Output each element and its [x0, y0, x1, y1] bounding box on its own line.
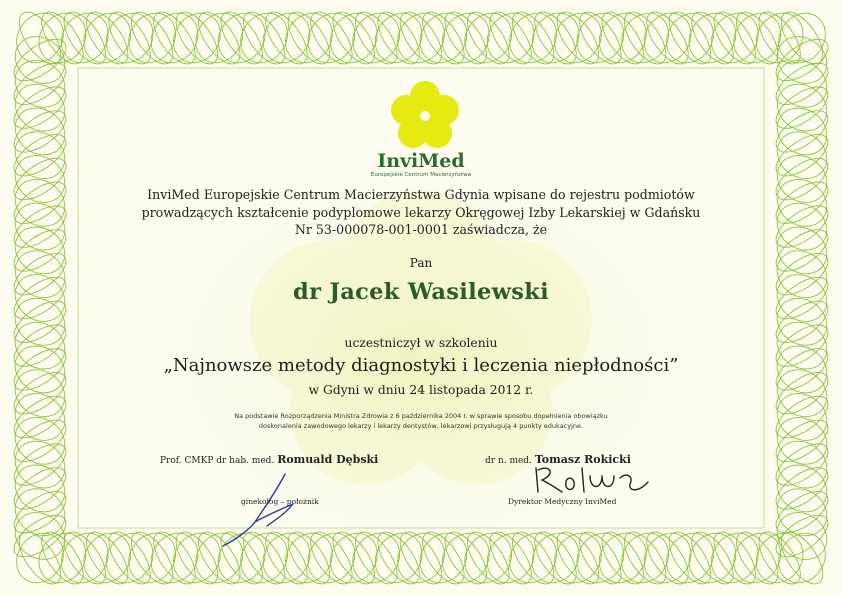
- border-loop: [612, 524, 678, 592]
- border-loop: [437, 5, 494, 70]
- border-loop: [415, 525, 472, 590]
- border-loop: [6, 51, 74, 117]
- border-loop: [639, 525, 696, 590]
- border-loop: [6, 503, 74, 569]
- legal-basis: [0, 412, 842, 431]
- border-loop: [52, 4, 118, 72]
- border-loop: [366, 4, 432, 72]
- border-loop: [209, 4, 275, 72]
- border-loop: [119, 524, 185, 592]
- border-loop: [523, 524, 589, 592]
- border-loop: [482, 525, 539, 590]
- border-loop: [594, 525, 651, 590]
- border-loop: [616, 525, 673, 590]
- border-loop: [392, 525, 449, 590]
- border-loop: [572, 525, 629, 590]
- border-loop: [590, 524, 656, 592]
- border-loop: [370, 525, 427, 590]
- salutation: Pan: [409, 256, 433, 270]
- border-loop: [6, 455, 74, 521]
- border-loop: [679, 524, 745, 592]
- border-loop: [410, 4, 476, 72]
- border-loop: [392, 5, 449, 70]
- border-loop: [186, 4, 252, 72]
- border-loop: [612, 4, 678, 72]
- border-loop: [7, 4, 73, 72]
- border-loop: [303, 5, 360, 70]
- border-loop: [635, 524, 701, 592]
- border-loop: [348, 5, 405, 70]
- date-line: w Gdyni w dniu 24 listopada 2012 r.: [308, 383, 534, 397]
- signatory-1-prefix: Prof. CMKP dr hab. med.: [160, 456, 275, 466]
- border-loop: [101, 5, 158, 70]
- border-loop: [679, 4, 745, 72]
- border-loop: [768, 27, 836, 93]
- border-loop: [635, 4, 701, 72]
- border-loop: [258, 5, 315, 70]
- border-loop: [549, 525, 606, 590]
- border-loop: [6, 432, 74, 498]
- border-loop: [747, 4, 813, 72]
- border-loop: [504, 5, 561, 70]
- border-loop: [702, 524, 768, 592]
- border-loop: [684, 525, 741, 590]
- border-loop: [101, 525, 158, 590]
- border-loop: [321, 4, 387, 72]
- border-loop: [527, 525, 584, 590]
- border-loop: [415, 5, 472, 70]
- border-loop: [572, 5, 629, 70]
- border-loop: [235, 5, 292, 70]
- border-loop: [545, 4, 611, 72]
- border-loop: [768, 75, 836, 141]
- issuer-line-2: prowadzących kształcenie podyplomowe lekarzy Okręgowej Izby Lekarskiej w Gdańsku: [141, 204, 701, 220]
- border-loop: [527, 5, 584, 70]
- border-loop: [410, 524, 476, 592]
- border-loop: [500, 524, 566, 592]
- border-loop: [661, 525, 718, 590]
- border-loop: [7, 524, 73, 592]
- border-loop: [146, 525, 203, 590]
- border-loop: [724, 524, 790, 592]
- signatory-1: [160, 453, 378, 466]
- border-loop: [657, 524, 723, 592]
- border-loop: [79, 5, 136, 70]
- signatory-2-prefix: dr n. med.: [485, 456, 532, 466]
- border-loop: [567, 4, 633, 72]
- border-loop: [370, 5, 427, 70]
- border-loop: [254, 4, 320, 72]
- border-loop: [590, 4, 656, 72]
- border-loop: [567, 524, 633, 592]
- border-loop: [437, 525, 494, 590]
- handwritten-signature-2: [530, 462, 660, 497]
- border-loop: [768, 479, 836, 545]
- border-loop: [747, 524, 813, 592]
- border-loop: [142, 524, 208, 592]
- border-loop: [616, 5, 673, 70]
- border-loop: [142, 4, 208, 72]
- border-loop: [191, 5, 248, 70]
- signatory-2-role: Dyrektor Medyczny InviMed: [508, 497, 617, 506]
- legal-line-1: Na podstawie Rozporządzenia Ministra Zdrowia z 6 października 2004 r. w sprawie sposobu dopełnienia obowiązku: [234, 412, 608, 420]
- border-loop: [97, 524, 163, 592]
- border-loop: [123, 5, 180, 70]
- border-loop: [119, 4, 185, 72]
- border-loop: [74, 4, 140, 72]
- border-loop: [231, 4, 297, 72]
- border-loop: [549, 5, 606, 70]
- border-loop: [769, 4, 835, 72]
- issuer-statement: [0, 186, 842, 239]
- recipient-name: dr Jacek Wasilewski: [293, 279, 549, 305]
- border-loop: [684, 5, 741, 70]
- signatory-1-role: ginekolog – położnik: [241, 497, 319, 506]
- logo-wordmark: InviMed: [377, 150, 465, 172]
- border-loop: [298, 4, 364, 72]
- border-loop: [6, 75, 74, 141]
- border-loop: [478, 524, 544, 592]
- signatory-2-name: Tomasz Rokicki: [534, 453, 631, 466]
- border-loop: [433, 524, 499, 592]
- border-loop: [768, 455, 836, 521]
- participation-text: uczestniczył w szkoleniu: [344, 336, 498, 350]
- border-loop: [343, 4, 409, 72]
- border-loop: [657, 4, 723, 72]
- logo-subtitle: Europejskie Centrum Macierzyństwa: [370, 172, 472, 178]
- border-loop: [460, 5, 517, 70]
- border-loop: [168, 5, 225, 70]
- border-loop: [523, 4, 589, 72]
- border-loop: [29, 524, 95, 592]
- border-loop: [433, 4, 499, 72]
- border-loop: [702, 4, 768, 72]
- border-loop: [213, 5, 270, 70]
- signatory-1-name: Romuald Dębski: [277, 453, 379, 466]
- border-loop: [164, 4, 230, 72]
- border-loop: [768, 432, 836, 498]
- course-title: „Najnowsze metody diagnostyki i leczenia niepłodności”: [163, 355, 679, 376]
- border-loop: [74, 524, 140, 592]
- border-loop: [455, 4, 521, 72]
- border-loop: [639, 5, 696, 70]
- border-loop: [545, 524, 611, 592]
- legal-line-2: doskonalenia zawodowego lekarzy i lekarzy dentystów, lekarzowi przysługują 4 punkty edukacyjne.: [258, 421, 584, 430]
- border-loop: [768, 51, 836, 117]
- border-loop: [6, 479, 74, 545]
- border-loop: [769, 524, 835, 592]
- border-loop: [504, 525, 561, 590]
- issuer-line-3: Nr 53-000078-001-0001 zaświadcza, że: [294, 222, 548, 237]
- border-loop: [706, 5, 763, 70]
- handwritten-signature-1: [215, 470, 355, 550]
- border-loop: [706, 525, 763, 590]
- border-loop: [388, 4, 454, 72]
- border-loop: [280, 5, 337, 70]
- border-loop: [482, 5, 539, 70]
- border-loop: [6, 27, 74, 93]
- border-loop: [366, 524, 432, 592]
- border-loop: [276, 4, 342, 72]
- border-loop: [455, 524, 521, 592]
- border-loop: [79, 525, 136, 590]
- border-loop: [460, 525, 517, 590]
- border-loop: [146, 5, 203, 70]
- border-loop: [594, 5, 651, 70]
- border-loop: [661, 5, 718, 70]
- border-loop: [388, 524, 454, 592]
- invimed-flower-logo-icon: [387, 78, 463, 154]
- border-loop: [348, 525, 405, 590]
- border-loop: [97, 4, 163, 72]
- border-loop: [123, 525, 180, 590]
- border-loop: [768, 503, 836, 569]
- border-loop: [478, 4, 544, 72]
- issuer-line-1: InviMed Europejskie Centrum Macierzyństwa Gdynia wpisane do rejestru podmiotów: [147, 187, 695, 202]
- border-loop: [500, 4, 566, 72]
- border-loop: [325, 5, 382, 70]
- border-loop: [29, 4, 95, 72]
